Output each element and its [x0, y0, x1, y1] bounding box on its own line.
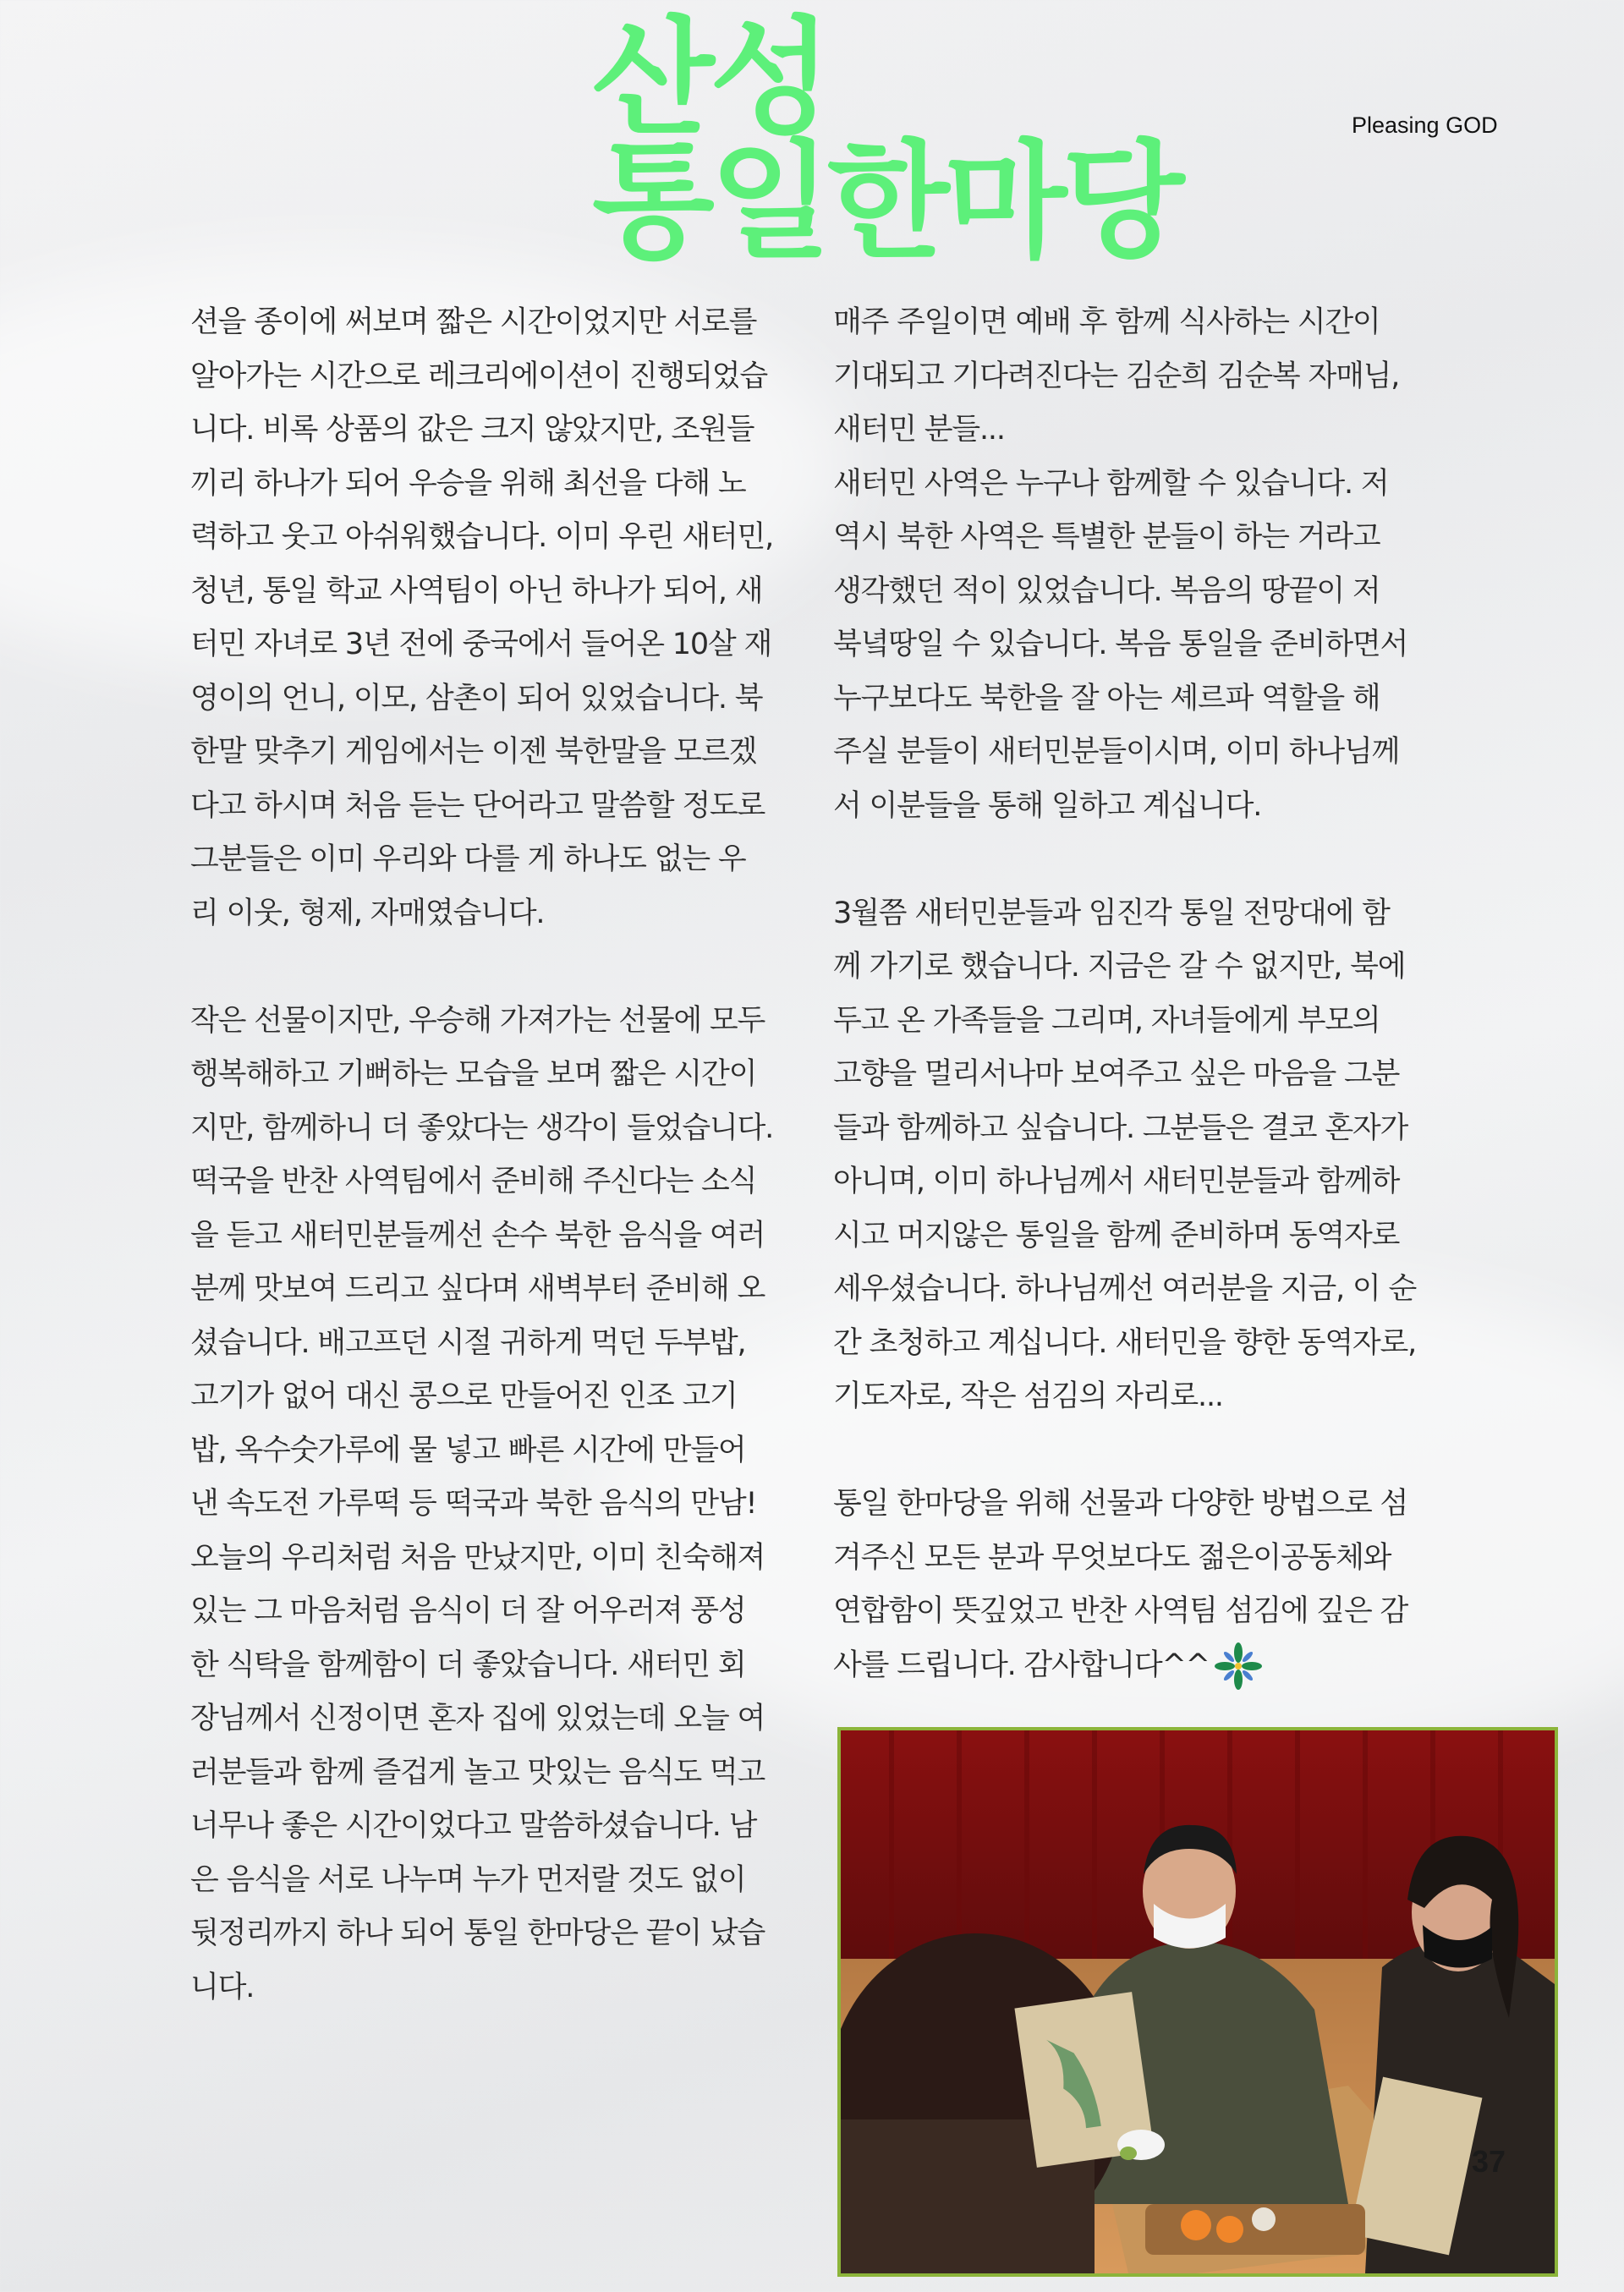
paragraph: 션을 종이에 써보며 짧은 시간이었지만 서로를 알아가는 시간으로 레크리에이션이 진행되었습 니다. 비록 상품의 값은 크지 않았지만, 조원들 끼리 하나가 되어 우승을 위해 최선을 다해 노 력하고 웃고 아쉬워했습니다. 이미 우린 새터민, 청년, 통일 학교 사역팀이 아닌 하나가 되어, 새 터민 자녀로 3년 전에 중국에서 들어온 10살 재 영이의 언니, 이모, 삼촌이 되어 있었습니다. 북 한말 맞추기 게임에서는 이젠 북한말을 모르겠 다고 하시며 처음 듣는 단어라고 말씀할 정도로 그분들은 이미 우리와 다를 게 하나도 없는 우 리 이웃, 형제, 자매였습니다. — [190, 305, 774, 930]
title-line-1: 산성 — [592, 5, 827, 152]
paragraph: 3월쯤 새터민분들과 임진각 통일 전망대에 함 께 가기로 했습니다. 지금은 갈 수 없지만, 북에 두고 온 가족들을 그리며, 자녀들에게 부모의 고향을 멀리서나마 보여주고 싶은 마음을 그분 들과 함께하고 싶습니다. 그분들은 결코 혼자가 아니며, 이미 하나님께서 새터민분들과 함께하 시고 머지않은 통일을 함께 준비하며 동역자로 세우셨습니다. 하나님께선 여러분을 지금, 이 순 간 초청하고 계십니다. 새터민을 향한 동역자로, 기도자로, 작은 섬김의 자리로... — [833, 896, 1417, 1413]
paragraph: 매주 주일이면 예배 후 함께 식사하는 시간이 기대되고 기다려진다는 김순희 김순복 자매님, 새터민 분들... — [833, 305, 1400, 447]
event-photo — [837, 1727, 1558, 2277]
photo-illustration — [841, 1730, 1555, 2273]
paragraph: 작은 선물이지만, 우승해 가져가는 선물에 모두 행복해하고 기뻐하는 모습을 보며 짧은 시간이 지만, 함께하니 더 좋았다는 생각이 들었습니다. 떡국을 반찬 사역팀에서 준비해 주신다는 소식 을 듣고 새터민분들께선 손수 북한 음식을 여러 분께 맛보여 드리고 싶다며 새벽부터 준비해 오 셨습니다. 배고프던 시절 귀하게 먹던 두부밥, 고기가 없어 대신 콩으로 만들어진 인조 고기 밥, 옥수숫가루에 물 넣고 빠른 시간에 만들어 낸 속도전 가루떡 등 떡국과 북한 음식의 만남! 오늘의 우리처럼 처음 만났지만, 이미 친숙해져 있는 그 마음처럼 음식이 더 잘 어우러져 풍성 한 식탁을 함께함이 더 좋았습니다. 새터민 회 장님께서 신정이면 혼자 집에 있었는데 오늘 여 러분들과 함께 즐겁게 놀고 맛있는 음식도 먹고 너무나 좋은 시간이었다고 말씀하셨습니다. 남 은 음식을 서로 나누며 누가 먼저랄 것도 없이 뒷정리까지 하나 되어 통일 한마당은 끝이 났습 니다. — [190, 1003, 774, 2004]
paragraph: 새터민 사역은 누구나 함께할 수 있습니다. 저 역시 북한 사역은 특별한 분들이 하는 거라고 생각했던 적이 있었습니다. 복음의 땅끝이 저 북녘땅일 수 있습니다. 복음 통일을 준비하면서 누구보다도 북한을 잘 아는 셰르파 역할을 해 주실 분들이 새터민분들이시며, 이미 하나님께 서 이분들을 통해 일하고 계십니다. — [833, 466, 1408, 823]
paragraph-text: 통일 한마당을 위해 선물과 다양한 방법으로 섬 겨주신 모든 분과 무엇보다도 젊은이공동체와 연합함이 뜻깊었고 반찬 사역팀 섬김에 깊은 감 사를 드립니다. 감사합니다^^ — [833, 1487, 1408, 1682]
section-label: Pleasing GOD — [1352, 112, 1498, 138]
title-line-2: 통일한마당 — [592, 129, 1180, 276]
leaf-cross-icon — [1213, 1641, 1264, 1692]
paragraph-last — [833, 1478, 1434, 1692]
page-title — [592, 5, 1180, 276]
page-number: 37 — [1472, 2144, 1506, 2179]
right-text-column — [833, 296, 1434, 1692]
left-text-column — [190, 296, 782, 2015]
